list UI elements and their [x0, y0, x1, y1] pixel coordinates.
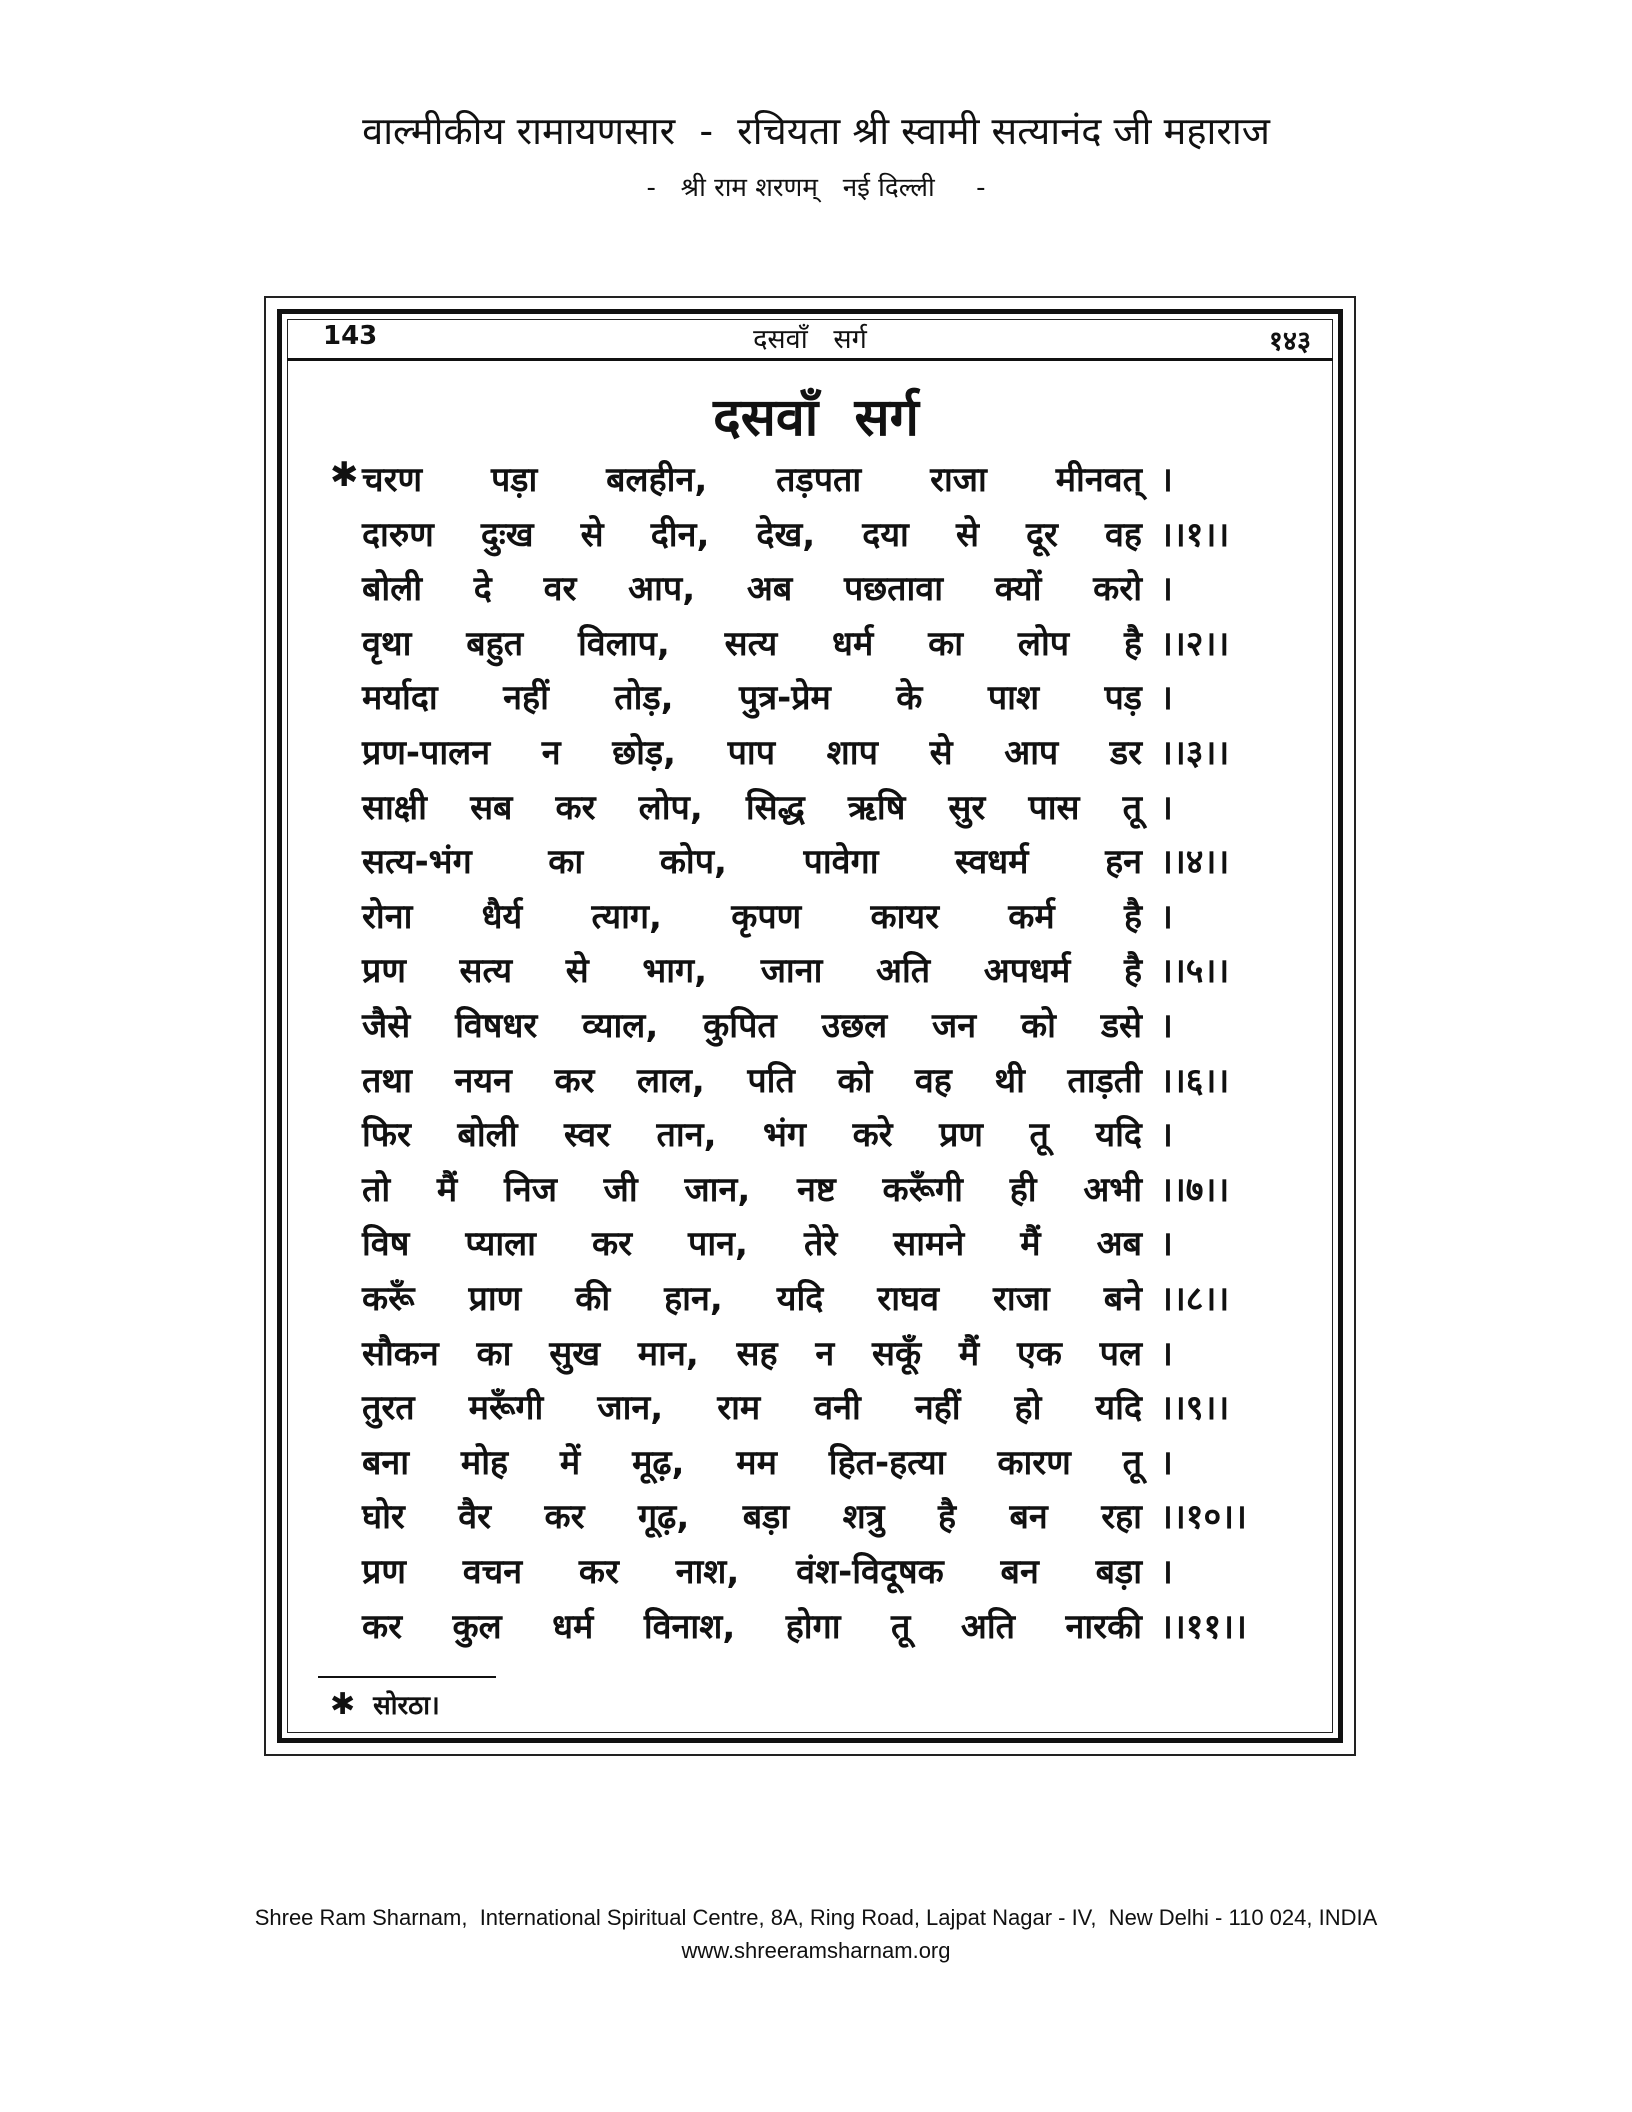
footer-website-link[interactable]: www.shreeramsharnam.org [681, 1938, 951, 1963]
asterisk-icon: ✱ [330, 1687, 356, 1722]
verse-text: रोना धैर्य त्याग, कृपण कायर कर्म है [362, 896, 1142, 937]
verse-number-mark: । [1160, 1552, 1173, 1592]
page-number-devanagari: १४३ [1268, 326, 1311, 357]
verse-line [330, 1110, 1260, 1162]
verse-number-mark: । [1160, 787, 1173, 828]
verse-text: विष प्याला कर पान, तेरे सामने मैं अब [362, 1224, 1142, 1265]
verse-number-mark: । [1160, 569, 1173, 610]
verse-text: प्रण सत्य से भाग, जाना अति अपधर्म है [362, 951, 1142, 992]
verse-number-mark: । [1160, 896, 1173, 937]
verse-number-mark: । [1160, 460, 1173, 500]
verse-line [330, 1165, 1260, 1217]
verse-number-mark: ।।७।। [1160, 1169, 1230, 1210]
verse-line [330, 510, 1260, 562]
verse-number-mark: ।।६।। [1160, 1060, 1230, 1101]
verse-number-mark: । [1160, 1006, 1173, 1046]
verse-line [330, 783, 1260, 835]
verse-text: सौकन का सुख मान, सह न सकूँ मैं एक पल [362, 1333, 1142, 1374]
verse-number-mark: ।।१०।। [1160, 1497, 1247, 1538]
verse-number-mark: ।।३।। [1160, 733, 1230, 773]
verse-line [330, 673, 1260, 725]
verse-number-mark: ।।८।। [1160, 1279, 1230, 1319]
verse-text: मर्यादा नहीं तोड़, पुत्र-प्रेम के पाश पड़ [362, 678, 1142, 719]
verse-number-mark: ।।१।। [1160, 514, 1230, 555]
verse-number-mark: ।।२।। [1160, 623, 1230, 664]
verse-text: घोर वैर कर गूढ़, बड़ा शत्रु है बन रहा [362, 1497, 1142, 1538]
verse-line [330, 455, 1260, 507]
verse-number-mark: ।।५।। [1160, 951, 1230, 992]
verse-number-mark: ।।११।। [1160, 1606, 1247, 1647]
verse-text: कर कुल धर्म विनाश, होगा तू अति नारकी [362, 1606, 1142, 1647]
verse-text: फिर बोली स्वर तान, भंग करे प्रण तू यदि [362, 1115, 1142, 1156]
verse-text: तुरत मरूँगी जान, राम वनी नहीं हो यदि [362, 1388, 1142, 1429]
verse-number-mark: ।।४।। [1160, 842, 1230, 883]
page-number-arabic: 143 [323, 321, 378, 351]
verse-line [330, 1056, 1260, 1108]
publisher-subheader: - श्री राम शरणम् नई दिल्ली - [646, 173, 986, 203]
verse-line [330, 728, 1260, 780]
running-title: दसवाँ सर्ग [753, 324, 867, 355]
verse-text: चरण पड़ा बलहीन, तड़पता राजा मीनवत् [362, 460, 1142, 500]
verse-line [330, 1602, 1260, 1654]
verse-text: सत्य-भंग का कोप, पावेगा स्वधर्म हन [362, 842, 1142, 883]
verse-line [330, 837, 1260, 889]
verse-text: प्रण-पालन न छोड़, पाप शाप से आप डर [362, 733, 1142, 773]
chapter-title: दसवाँ सर्ग [713, 388, 919, 448]
verse-number-mark: ।।९।। [1160, 1388, 1230, 1429]
verse-text: बना मोह में मूढ़, मम हित-हत्या कारण तू [362, 1442, 1142, 1483]
verse-text: दारुण दुःख से दीन, देख, दया से दूर वह [362, 514, 1142, 555]
verse-text: तथा नयन कर लाल, पति को वह थी ताड़ती [362, 1060, 1142, 1101]
verse-text: वृथा बहुत विलाप, सत्य धर्म का लोप है [362, 623, 1142, 664]
footnote [330, 1686, 440, 1722]
verse-line [330, 1001, 1260, 1053]
footnote-text: सोरठा। [373, 1691, 440, 1721]
verse-line [330, 564, 1260, 616]
verse-line [330, 1438, 1260, 1490]
verse-text: करूँ प्राण की हान, यदि राघव राजा बने [362, 1279, 1142, 1319]
running-head [287, 319, 1333, 361]
verse-line [330, 892, 1260, 944]
verse-number-mark: । [1160, 1115, 1173, 1156]
verse-line [330, 1492, 1260, 1544]
verse-number-mark: । [1160, 1224, 1173, 1265]
verse-line [330, 619, 1260, 671]
verse-number-mark: । [1160, 1333, 1173, 1374]
book-title-header: वाल्मीकीय रामायणसार - रचियता श्री स्वामी सत्यानंद जी महाराज [362, 109, 1270, 153]
verse-text: साक्षी सब कर लोप, सिद्ध ऋषि सुर पास तू [362, 787, 1142, 828]
verse-line [330, 1274, 1260, 1326]
verse-text: जैसे विषधर व्याल, कुपित उछल जन को डसे [362, 1006, 1142, 1046]
verse-line [330, 1219, 1260, 1271]
footnote-divider [318, 1676, 496, 1678]
verse-line [330, 1383, 1260, 1435]
asterisk-icon: ✱ [330, 455, 359, 495]
footer-address: Shree Ram Sharnam, International Spiritual Centre, 8A, Ring Road, Lajpat Nagar - IV, New Delhi - 110 024, INDIA [254, 1905, 1378, 1930]
verse-line [330, 1329, 1260, 1381]
verse-number-mark: । [1160, 678, 1173, 719]
verse-text: तो मैं निज जी जान, नष्ट करूँगी ही अभी [362, 1169, 1142, 1210]
verse-text: प्रण वचन कर नाश, वंश-विदूषक बन बड़ा [362, 1552, 1142, 1592]
verse-number-mark: । [1160, 1442, 1173, 1483]
verse-line [330, 946, 1260, 998]
verse-line [330, 1547, 1260, 1599]
verse-text: बोली दे वर आप, अब पछतावा क्यों करो [362, 569, 1142, 610]
